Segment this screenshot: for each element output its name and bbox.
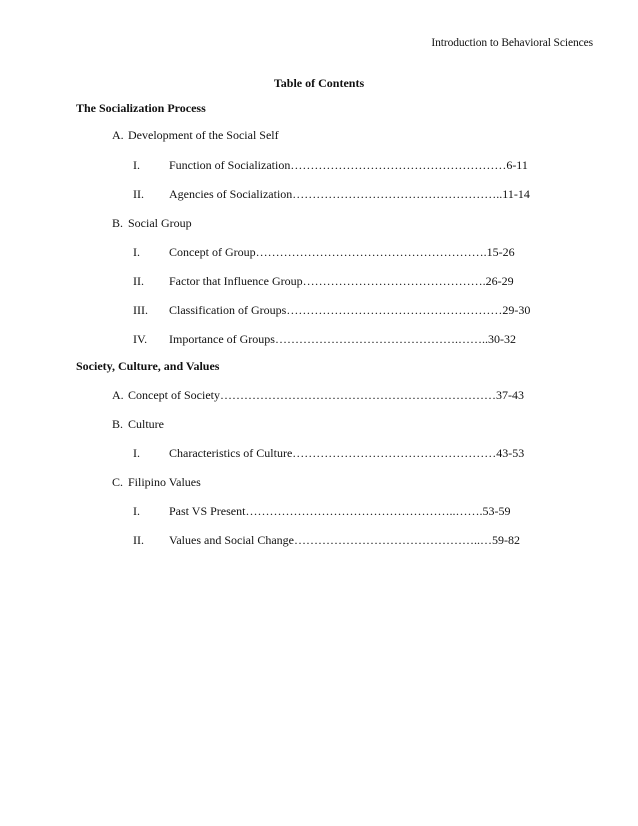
item-number: I. bbox=[133, 158, 140, 172]
toc-item bbox=[133, 446, 548, 461]
item-text: Concept of Group………………………………………………….15-26 bbox=[169, 245, 515, 259]
subsection-letter: B. bbox=[112, 417, 124, 431]
item-text: Past VS Present……………………………………………..…….53-59 bbox=[169, 504, 511, 518]
subsection-label: Concept of Society……………………………………………………………37-43 bbox=[128, 388, 524, 402]
item-number: I. bbox=[133, 504, 140, 518]
toc-item bbox=[133, 274, 548, 289]
toc-item bbox=[133, 187, 548, 202]
subsection-letter: C. bbox=[112, 475, 124, 489]
toc-item bbox=[133, 504, 548, 519]
item-text: Classification of Groups………………………………………………29-30 bbox=[169, 303, 531, 317]
item-number: II. bbox=[133, 274, 144, 288]
toc-subsection bbox=[112, 216, 192, 231]
item-text: Function of Socialization………………………………………………6-11 bbox=[169, 158, 528, 172]
item-number: III. bbox=[133, 303, 148, 317]
page-header: Introduction to Behavioral Sciences bbox=[431, 37, 593, 49]
toc-subsection bbox=[112, 128, 279, 143]
toc-item bbox=[133, 303, 548, 318]
item-number: IV. bbox=[133, 332, 148, 346]
toc-subsection bbox=[112, 475, 201, 490]
subsection-label: Development of the Social Self bbox=[128, 128, 279, 142]
toc-item bbox=[133, 332, 548, 347]
subsection-letter: A. bbox=[112, 128, 124, 142]
section-heading: The Socialization Process bbox=[76, 101, 206, 115]
item-number: II. bbox=[133, 187, 144, 201]
toc-item bbox=[133, 158, 548, 173]
item-text: Characteristics of Culture……………………………………………43-53 bbox=[169, 446, 525, 460]
toc-subsection bbox=[112, 417, 164, 432]
subsection-letter: B. bbox=[112, 216, 124, 230]
item-text: Agencies of Socialization……………………………………………..11-14 bbox=[169, 187, 530, 201]
item-number: I. bbox=[133, 245, 140, 259]
item-number: II. bbox=[133, 533, 144, 547]
toc-title: Table of Contents bbox=[273, 76, 365, 90]
item-text: Factor that Influence Group……………………………………….26-29 bbox=[169, 274, 514, 288]
toc-subsection bbox=[112, 388, 552, 403]
subsection-label: Social Group bbox=[128, 216, 192, 230]
item-text: Importance of Groups……………………………………….……..30-32 bbox=[169, 332, 516, 346]
section-heading: Society, Culture, and Values bbox=[76, 359, 220, 373]
subsection-label: Filipino Values bbox=[128, 475, 201, 489]
item-number: I. bbox=[133, 446, 140, 460]
item-text: Values and Social Change………………………………………..…59-82 bbox=[169, 533, 520, 547]
toc-item bbox=[133, 533, 548, 548]
toc-item bbox=[133, 245, 548, 260]
subsection-label: Culture bbox=[128, 417, 164, 431]
subsection-letter: A. bbox=[112, 388, 124, 402]
